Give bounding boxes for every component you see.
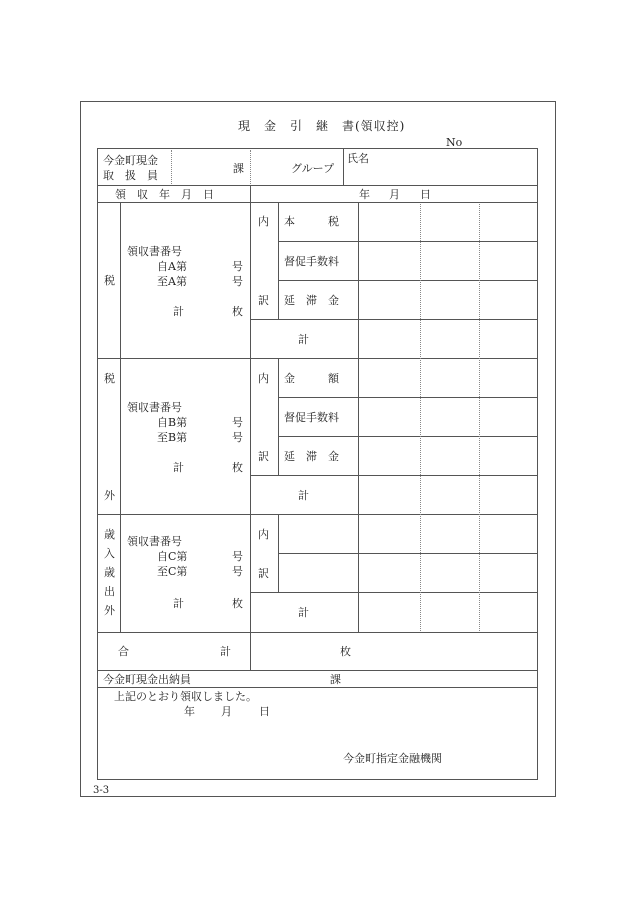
- extra-receipt-no-label: 領収書番号: [127, 535, 182, 548]
- extra-total-label: 計: [173, 597, 184, 610]
- receipt-date-label: 領 収 年 月 日: [115, 188, 214, 201]
- taxother-to-unit: 号: [232, 431, 243, 444]
- date-month: 月: [389, 188, 400, 201]
- row-divider: [97, 358, 538, 359]
- extra-breakdown-top: 内: [258, 528, 269, 541]
- tax-side-label: 税: [104, 274, 115, 287]
- tax-from-unit: 号: [232, 260, 243, 273]
- tax-breakdown-top: 内: [258, 215, 269, 228]
- form-code: 3-3: [93, 785, 110, 796]
- dotted-divider: [250, 150, 251, 184]
- form-title: 現 金 引 継 書(領収控): [238, 119, 406, 133]
- taxother-breakdown-bottom: 訳: [258, 450, 269, 463]
- col-divider: [278, 358, 279, 475]
- row-divider: [97, 185, 538, 186]
- date-day: 日: [420, 188, 431, 201]
- confirmation-day: 日: [259, 705, 270, 718]
- tax-item: 延 滞 金: [284, 294, 339, 307]
- col-divider: [278, 514, 279, 592]
- col-divider: [120, 202, 121, 632]
- item-divider: [278, 280, 538, 281]
- name-label: 氏名: [347, 152, 369, 165]
- item-divider: [278, 436, 538, 437]
- grand-total-label-left: 合: [118, 645, 129, 658]
- taxother-from-unit: 号: [232, 416, 243, 429]
- taxother-to-label: 至B第: [157, 431, 188, 444]
- tax-to-label: 至A第: [157, 275, 187, 288]
- taxother-from-label: 自B第: [157, 416, 188, 429]
- handler-label-line2: 取 扱 員: [103, 169, 158, 182]
- extra-from-label: 自C第: [157, 550, 188, 563]
- extra-side-char: 歳: [104, 528, 115, 541]
- extra-side-char: 歳: [104, 566, 115, 579]
- taxother-item: 督促手数料: [284, 411, 339, 424]
- tax-breakdown-bottom: 訳: [258, 294, 269, 307]
- row-divider: [97, 202, 538, 203]
- tax-to-unit: 号: [232, 275, 243, 288]
- date-year: 年: [359, 188, 370, 201]
- grand-total-label-right: 計: [220, 645, 231, 658]
- tax-subtotal-label: 計: [298, 333, 309, 346]
- confirmation-month: 月: [221, 705, 232, 718]
- extra-subtotal-label: 計: [298, 606, 309, 619]
- tax-item: 督促手数料: [284, 255, 339, 268]
- subtotal-divider: [250, 319, 538, 320]
- row-divider: [97, 514, 538, 515]
- taxother-item: 金 額: [284, 372, 339, 385]
- tax-total-label: 計: [173, 305, 184, 318]
- col-divider: [343, 148, 344, 185]
- extra-breakdown-bottom: 訳: [258, 567, 269, 580]
- cashier-label: 今金町現金出納員: [103, 673, 191, 686]
- item-divider: [278, 553, 538, 554]
- taxother-subtotal-label: 計: [298, 489, 309, 502]
- extra-side-char: 外: [104, 604, 115, 617]
- taxother-side-bottom: 外: [104, 489, 115, 502]
- taxother-item: 延 滞 金: [284, 450, 339, 463]
- section-label: 課: [233, 162, 244, 175]
- row-divider: [97, 632, 538, 633]
- dotted-divider: [479, 204, 480, 631]
- row-divider: [97, 670, 538, 671]
- col-divider: [358, 202, 359, 632]
- handler-label-line1: 今金町現金: [103, 154, 158, 167]
- taxother-receipt-no-label: 領収書番号: [127, 401, 182, 414]
- cashier-section-label: 課: [330, 673, 341, 686]
- extra-to-label: 至C第: [157, 565, 188, 578]
- col-divider: [278, 202, 279, 319]
- extra-to-unit: 号: [232, 565, 243, 578]
- item-divider: [278, 241, 538, 242]
- tax-receipt-no-label: 領収書番号: [127, 245, 182, 258]
- dotted-divider: [171, 150, 172, 184]
- taxother-breakdown-top: 内: [258, 372, 269, 385]
- dotted-divider: [420, 204, 421, 631]
- grand-total-sheet-unit: 枚: [340, 645, 351, 658]
- extra-from-unit: 号: [232, 550, 243, 563]
- tax-item: 本 税: [284, 215, 339, 228]
- tax-sheet-unit: 枚: [232, 305, 243, 318]
- taxother-sheet-unit: 枚: [232, 461, 243, 474]
- item-divider: [278, 397, 538, 398]
- taxother-side-top: 税: [104, 372, 115, 385]
- tax-from-label: 自A第: [157, 260, 187, 273]
- group-label: グループ: [291, 162, 335, 175]
- subtotal-divider: [250, 592, 538, 593]
- extra-side-char: 入: [104, 547, 115, 560]
- subtotal-divider: [250, 475, 538, 476]
- col-divider: [250, 202, 251, 670]
- taxother-total-label: 計: [173, 461, 184, 474]
- confirmation-year: 年: [184, 705, 195, 718]
- row-divider: [97, 687, 538, 688]
- extra-side-char: 出: [104, 585, 115, 598]
- extra-sheet-unit: 枚: [232, 597, 243, 610]
- institution-label: 今金町指定金融機関: [343, 752, 442, 765]
- col-divider: [250, 185, 251, 202]
- number-label: No: [446, 136, 463, 149]
- confirmation-text: 上記のとおり領収しました。: [114, 690, 257, 703]
